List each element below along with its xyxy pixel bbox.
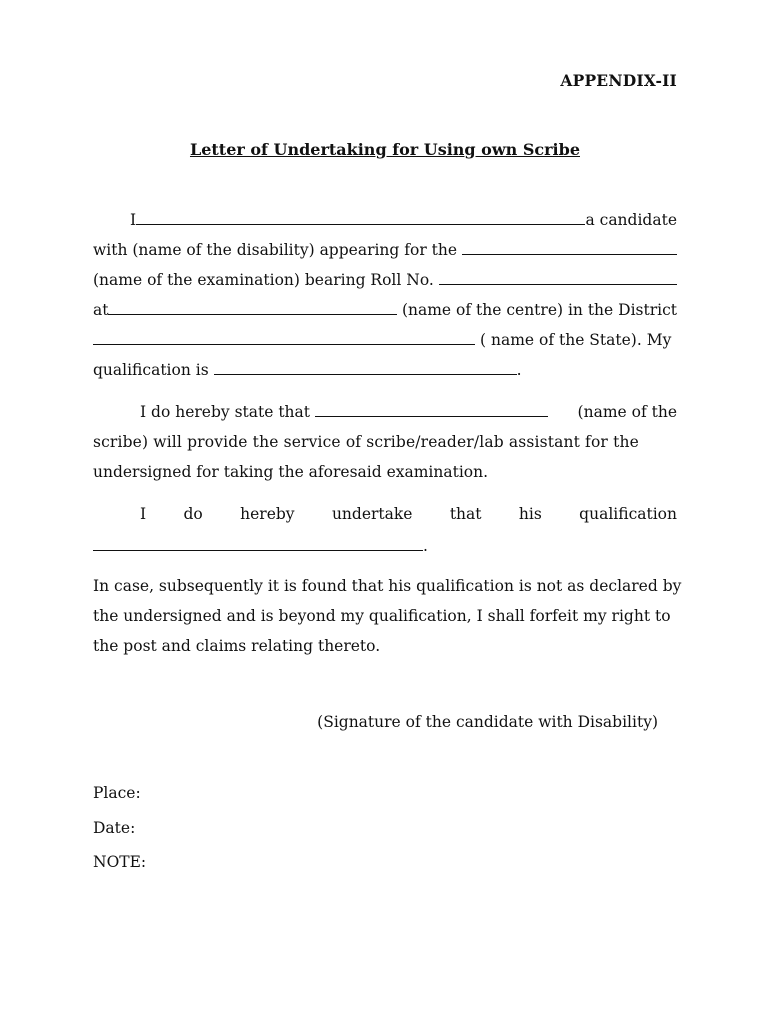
para2-line2: scribe) will provide the service of scribe/reader/lab assistant for the [93, 433, 639, 451]
pronoun-i: I [130, 211, 137, 229]
para1-line6 [93, 360, 677, 380]
scribe-name-blank[interactable] [315, 402, 548, 417]
signature-label: (Signature of the candidate with Disability) [317, 713, 658, 731]
para3-line2 [93, 536, 677, 556]
para1-line6-end: . [516, 361, 522, 379]
para4-line3: the post and claims relating thereto. [93, 637, 381, 655]
para1-line3-text: (name of the examination) bearing Roll No. [93, 271, 434, 289]
date-label: Date: [93, 819, 136, 837]
para2-line1-text: I do hereby state that [140, 403, 311, 421]
para1-line5-end: ( name of the State). My [480, 331, 672, 349]
para2-line1-end: (name of the [577, 403, 677, 421]
place-label: Place: [93, 784, 141, 802]
disability-exam-blank[interactable] [462, 240, 677, 255]
appendix-label: APPENDIX-II [560, 71, 677, 90]
para1-line1-end: a candidate [585, 211, 677, 229]
para3-word: that [449, 505, 482, 523]
qualification-blank[interactable] [214, 360, 517, 375]
para1-line4-start: at [93, 301, 109, 319]
note-label: NOTE: [93, 853, 147, 871]
para1-line1 [93, 210, 677, 230]
para3-word: do [183, 505, 203, 523]
para3-word: undertake [331, 505, 413, 523]
para1-line2-text: with (name of the disability) appearing for the [93, 241, 458, 259]
para1-line2 [93, 240, 677, 260]
para3-word: qualification [579, 505, 677, 523]
para1-line4 [93, 300, 677, 320]
roll-number-blank[interactable] [439, 270, 677, 285]
centre-name-blank[interactable] [108, 300, 396, 315]
para1-line4-end: (name of the centre) in the District [401, 301, 677, 319]
para4-line2: the undersigned and is beyond my qualification, I shall forfeit my right to [93, 607, 671, 625]
scribe-qualification-blank[interactable] [93, 536, 423, 551]
para3-word: I [140, 505, 147, 523]
para3-word: his [518, 505, 542, 523]
para3-line1 [93, 504, 677, 524]
para1-line5 [93, 330, 677, 350]
para4-line1: In case, subsequently it is found that his qualification is not as declared by [93, 577, 682, 595]
para2-line3: undersigned for taking the aforesaid examination. [93, 463, 489, 481]
para2-line1 [93, 402, 677, 422]
para3-line2-end: . [423, 537, 428, 555]
para1-line6-text: qualification is [93, 361, 209, 379]
candidate-name-blank[interactable] [136, 210, 585, 225]
para1-line3 [93, 270, 677, 290]
district-blank[interactable] [93, 330, 475, 345]
para3-word: hereby [240, 505, 295, 523]
document-title: Letter of Undertaking for Using own Scribe [189, 140, 580, 159]
